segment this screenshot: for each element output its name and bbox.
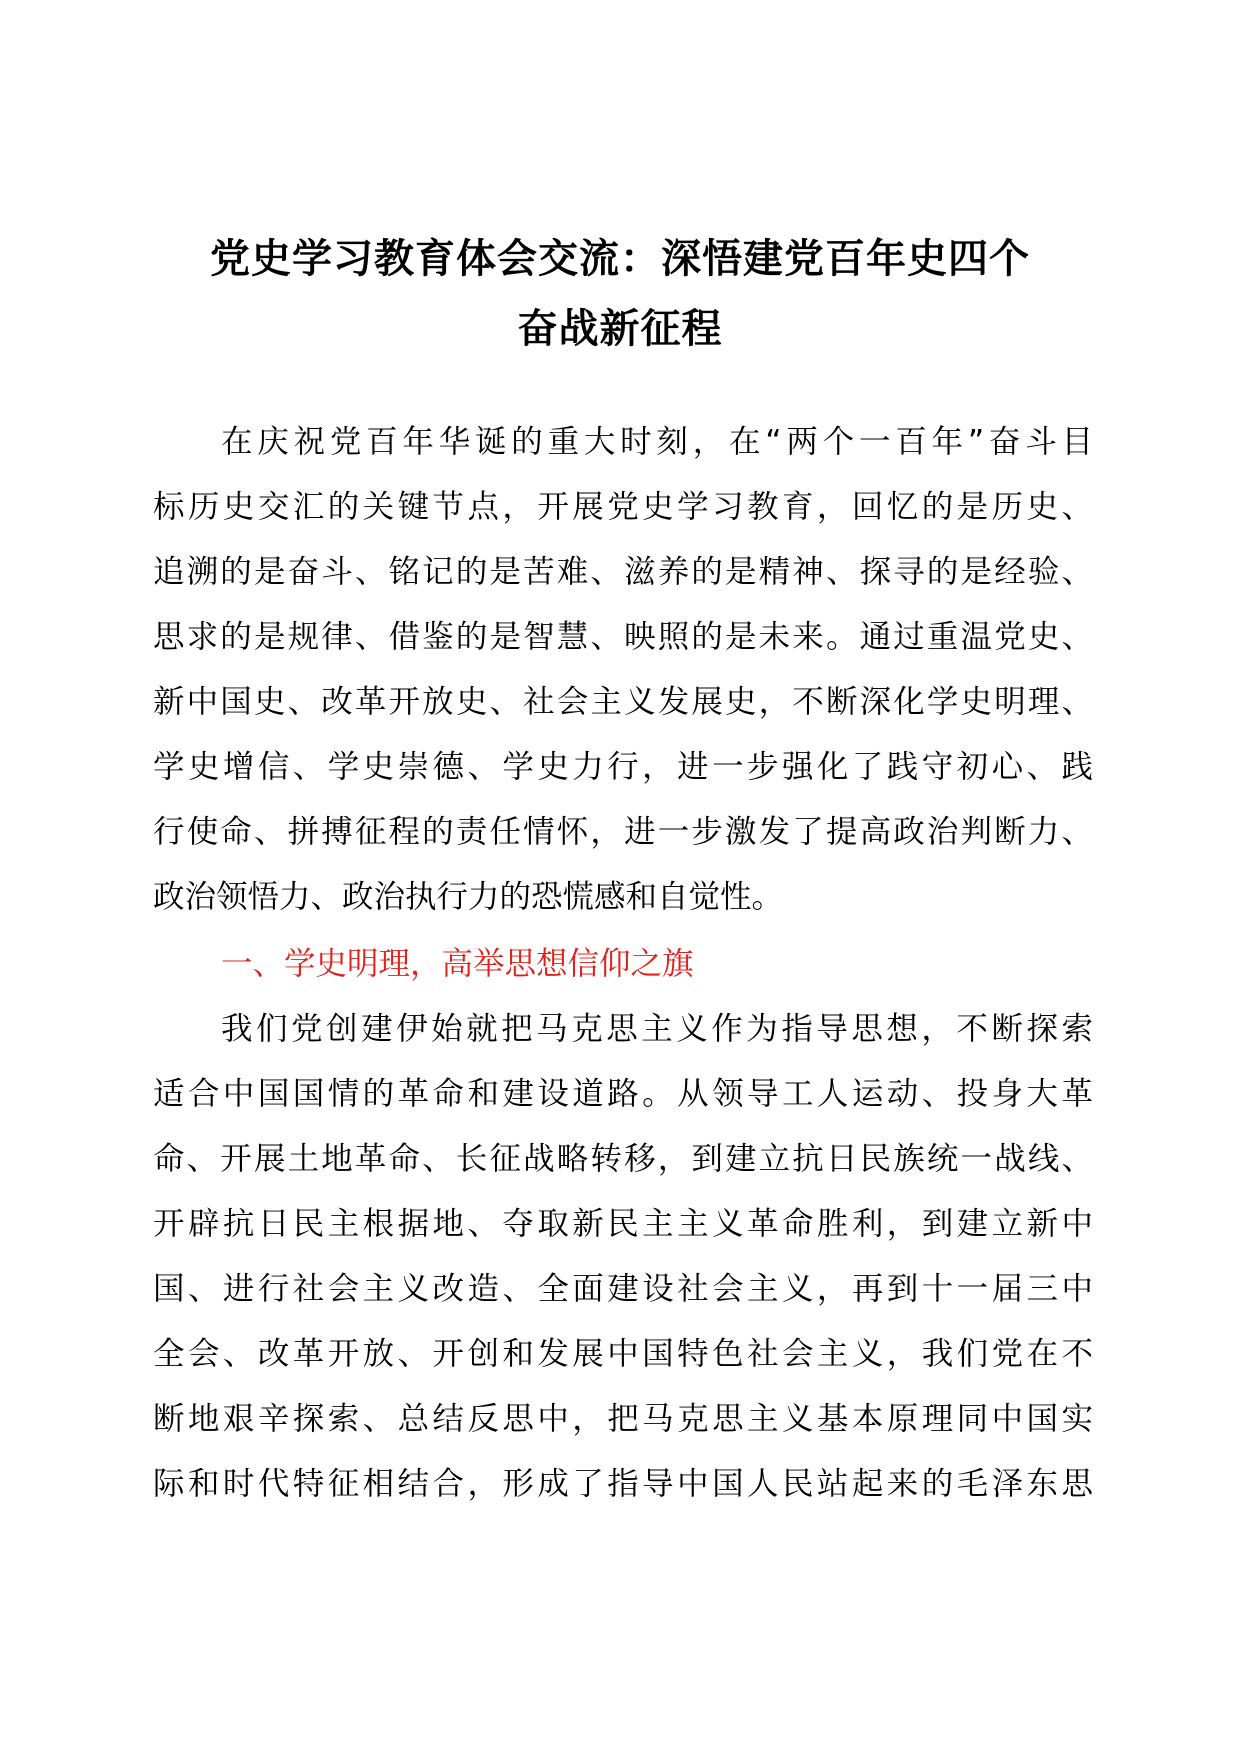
paragraph-line: 适合中国国情的革命和建设道路。从领导工人运动、投身大革 <box>153 1076 1093 1112</box>
paragraph-line: 行使命、拼搏征程的责任情怀，进一步激发了提高政治判断力、 <box>153 814 1093 850</box>
paragraph-line: 我们党创建伊始就把马克思主义作为指导思想，不断探索 <box>221 1011 1093 1047</box>
paragraph-line: 追溯的是奋斗、铭记的是苦难、滋养的是精神、探寻的是经验、 <box>153 554 1093 590</box>
paragraph-line: 在庆祝党百年华诞的重大时刻，在“两个一百年”奋斗目 <box>221 424 1094 460</box>
paragraph-line: 命、开展土地革命、长征战略转移，到建立抗日民族统一战线、 <box>153 1141 1093 1177</box>
paragraph-line: 开辟抗日民主根据地、夺取新民主主义革命胜利，到建立新中 <box>153 1206 1093 1242</box>
paragraph-line: 思求的是规律、借鉴的是智慧、映照的是未来。通过重温党史、 <box>153 619 1093 655</box>
paragraph-line: 新中国史、改革开放史、社会主义发展史，不断深化学史明理、 <box>153 684 1093 720</box>
paragraph-line: 全会、改革开放、开创和发展中国特色社会主义，我们党在不 <box>153 1336 1093 1372</box>
paragraph-line: 际和时代特征相结合，形成了指导中国人民站起来的毛泽东思 <box>153 1466 1093 1502</box>
paragraph-intro <box>153 410 1093 930</box>
paragraph-line: 断地艰辛探索、总结反思中，把马克思主义基本原理同中国实 <box>153 1401 1093 1437</box>
paragraph-line: 学史增信、学史崇德、学史力行，进一步强化了践守初心、践 <box>153 749 1093 785</box>
section-heading <box>153 932 1093 997</box>
document-title <box>150 224 1090 364</box>
paragraph-line: 标历史交汇的关键节点，开展党史学习教育，回忆的是历史、 <box>153 489 1093 525</box>
paragraph-line: 国、进行社会主义改造、全面建设社会主义，再到十一届三中 <box>153 1271 1093 1307</box>
paragraph-line: 政治领悟力、政治执行力的恐慌感和自觉性。 <box>153 879 784 915</box>
paragraph-section-1 <box>153 997 1093 1517</box>
title-line-1: 党史学习教育体会交流：深悟建党百年史四个 <box>210 236 1030 282</box>
title-line-2: 奋战新征程 <box>517 306 723 352</box>
section-heading-text: 一、学史明理，高举思想信仰之旗 <box>221 946 694 982</box>
